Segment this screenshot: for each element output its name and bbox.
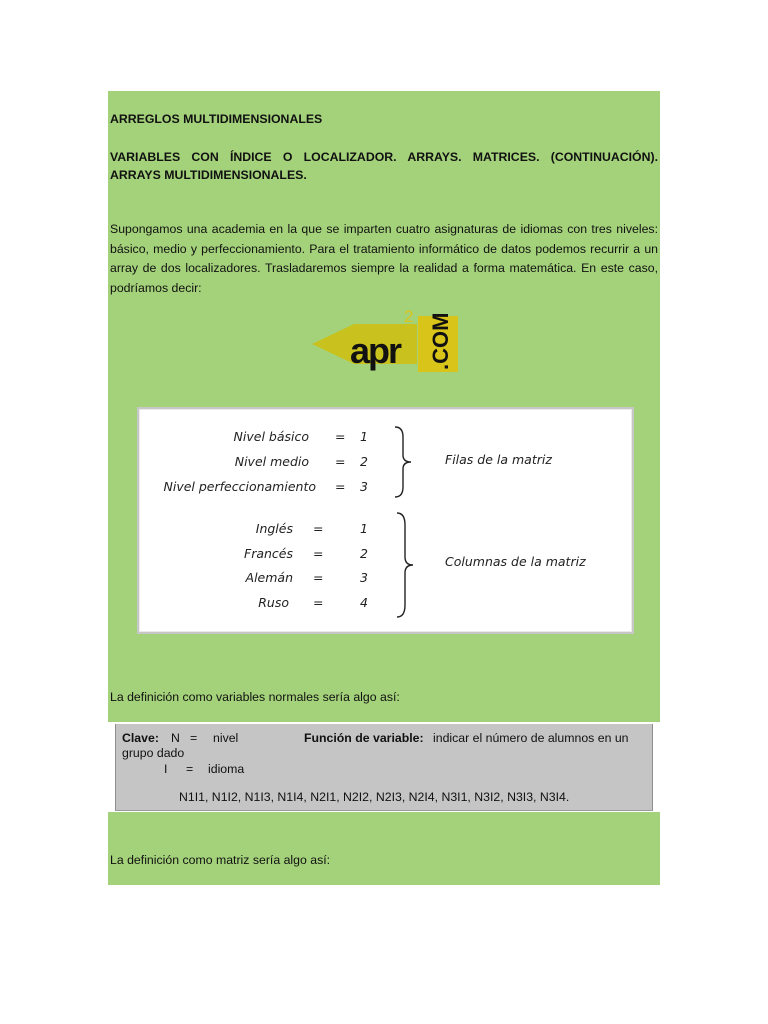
logo-superscript: 2: [404, 307, 414, 326]
col-eq-2: =: [313, 546, 324, 561]
logo-text-main: apr: [350, 330, 401, 371]
col-label-2: Francés: [244, 546, 293, 561]
intro-paragraph: Supongamos una academia en la que se imparten cuatro asignaturas de idiomas con tres niveles: básico, medio y perfeccionamiento. Para el tratamiento informático de datos podemos recurrir a un array de dos localizadores. Trasladaremos siempre la realidad a forma matemática. En este caso, podríamos decir:: [110, 222, 658, 296]
green-background-bottom: [108, 812, 660, 885]
clave-i-meaning: idioma: [208, 762, 245, 776]
row-eq-1: =: [335, 429, 346, 444]
row-label-2: Nivel medio: [234, 454, 309, 469]
row-label-1: Nivel básico: [233, 429, 309, 444]
columns-caption: Columnas de la matriz: [445, 554, 586, 569]
col-label-1: Inglés: [255, 521, 293, 536]
clave-n-eq: =: [190, 731, 198, 745]
row-eq-3: =: [335, 479, 346, 494]
clave-i-var: I: [164, 762, 168, 776]
page-heading: ARREGLOS MULTIDIMENSIONALES: [110, 112, 323, 126]
col-value-3: 3: [360, 570, 368, 585]
clave-box: [115, 724, 653, 811]
matrix-diagram: [137, 407, 634, 634]
funcion-label: Función de variable:: [304, 731, 424, 745]
funcion-text-cont: grupo dado: [122, 746, 185, 760]
col-value-1: 1: [360, 521, 368, 536]
col-label-4: Ruso: [258, 595, 289, 610]
funcion-text: indicar el número de alumnos en un: [433, 731, 629, 745]
columns-brace: [395, 511, 417, 619]
rows-brace: [393, 425, 415, 499]
clave-i-eq: =: [186, 762, 194, 776]
col-value-4: 4: [360, 595, 368, 610]
rows-caption: Filas de la matriz: [445, 452, 552, 467]
clave-label: Clave:: [122, 731, 159, 745]
subheading-line-2: ARRAYS MULTIDIMENSIONALES.: [110, 168, 307, 182]
row-value-3: 3: [360, 479, 368, 494]
row-value-2: 2: [360, 454, 368, 469]
logo-text-side: .COM: [428, 312, 453, 370]
row-value-1: 1: [360, 429, 368, 444]
col-value-2: 2: [360, 546, 368, 561]
clave-n-var: N: [171, 731, 180, 745]
row-label-3: Nivel perfeccionamiento: [163, 479, 316, 494]
subheading-line-1: VARIABLES CON ÍNDICE O LOCALIZADOR. ARRAYS. MATRICES. (CONTINUACIÓN).: [110, 150, 658, 164]
row-eq-2: =: [335, 454, 346, 469]
apr2-logo: [312, 306, 464, 376]
col-eq-4: =: [313, 595, 324, 610]
clave-n-meaning: nivel: [213, 731, 239, 745]
col-label-3: Alemán: [245, 570, 293, 585]
normal-definition-text: La definición como variables normales sería algo así:: [110, 690, 400, 704]
matrix-definition-text: La definición como matriz sería algo así:: [110, 853, 331, 867]
variables-list: N1I1, N1I2, N1I3, N1I4, N2I1, N2I2, N2I3, N2I4, N3I1, N3I2, N3I3, N3I4.: [179, 790, 570, 804]
col-eq-3: =: [313, 570, 324, 585]
col-eq-1: =: [313, 521, 324, 536]
